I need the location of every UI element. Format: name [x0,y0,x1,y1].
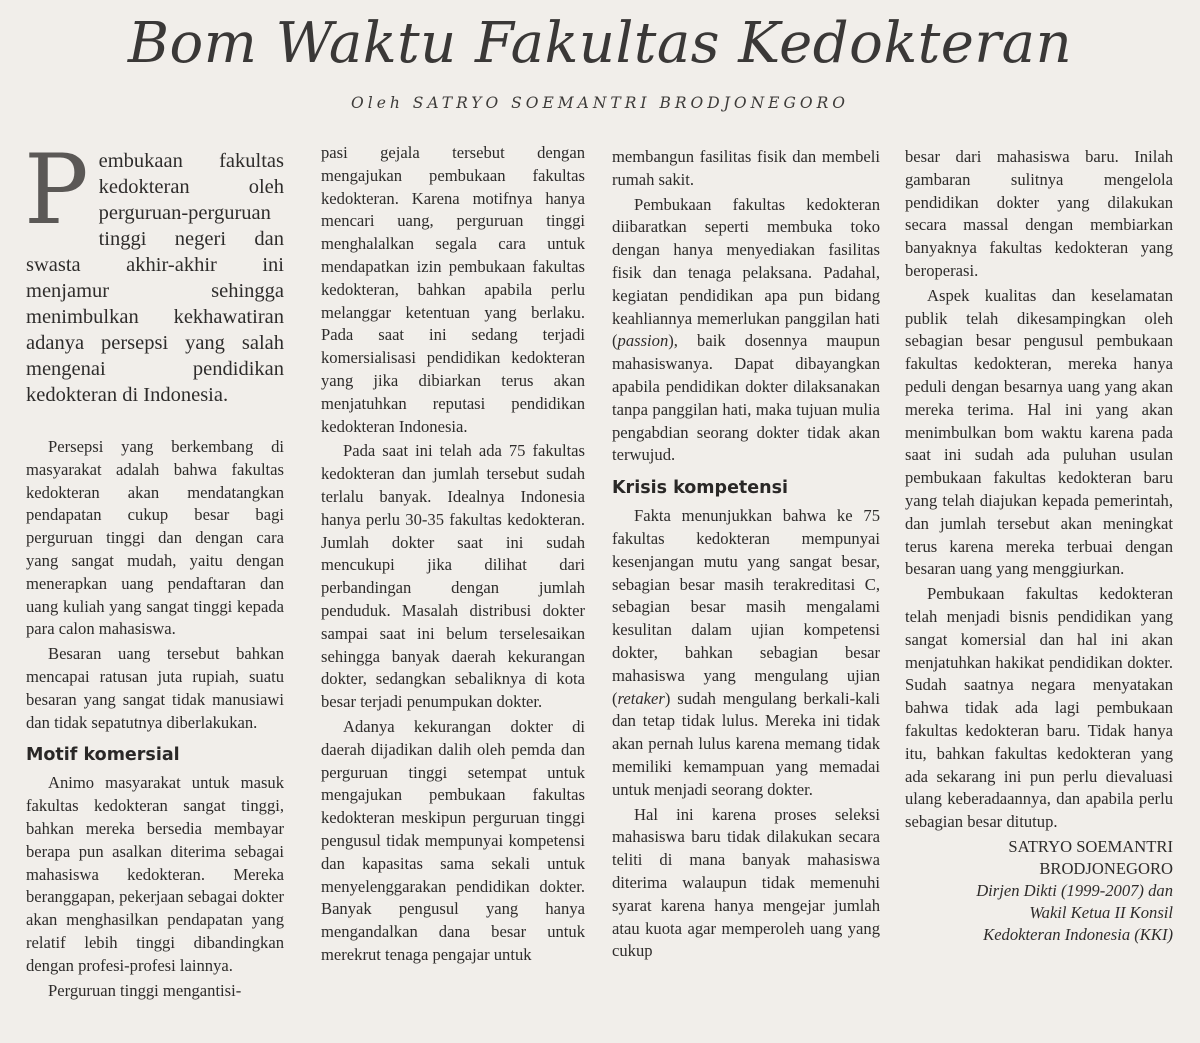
paragraph: Aspek kualitas dan keselamatan publik telah dikesampingkan oleh sebagian besar pengusul pembukaan fakultas kedokteran, mereka hanya peduli dengan besarnya uang yang akan mereka terima. Hal ini yang akan menimbulkan bom waktu karena pada saat ini sudah ada puluhan usulan pembukaan fakultas kedokteran baru yang telah diajukan kepada pemerintah, dan jumlah tersebut akan meningkat terus karena mereka terbuai dengan besaran uang yang menggiurkan. [905,285,1173,579]
paragraph: Pada saat ini telah ada 75 fakultas kedokteran dan jumlah tersebut sudah terlalu banyak. Idealnya Indonesia hanya perlu 30-35 fakultas kedokteran. Jumlah dokter saat ini sudah mencukupi jika dilihat dari perbandingan dengan jumlah penduduk. Masalah distribusi dokter sampai saat ini belum terselesaikan sehingga banyak daerah kekurangan dokter, sedangkan sebaliknya di kota besar terjadi penumpukan dokter. [321,441,585,712]
author-role: Kedokteran Indonesia (KKI) [983,924,1173,944]
lead-paragraph [24,134,284,408]
author-role: Wakil Ketua II Konsil [1029,902,1173,922]
headline: Bom Waktu Fakultas Kedokteran [127,11,1073,76]
paragraph: Persepsi yang berkembang di masyarakat adalah bahwa fakultas kedokteran akan mendatangkan pendapatan cukup besar bagi perguruan tinggi dan dengan cara yang sangat mudah, yaitu dengan menerapkan uang pendaftaran dan uang kuliah yang sangat tinggi kepada para calon mahasiswa. [26,437,284,639]
text-run: ), baik dosennya maupun mahasiswanya. Dapat dibayangkan apabila pendidikan dokter dilaksanakan tanpa panggilan hati, maka tujuan mulia pengabdian seorang dokter tidak akan terwujud. [612,331,880,465]
subheading-motif-komersial: Motif komersial [26,745,180,766]
lead-text: embukaan fakultas kedokteran oleh perguruan-perguruan tinggi negeri dan swasta akhir-akhir ini menjamur sehingga menimbulkan kekhawatiran adanya persepsi yang salah mengenai pendidikan kedokteran di Indonesia. [26,150,284,406]
author-name: BRODJONEGORO [1039,858,1173,878]
paragraph: Besaran uang tersebut bahkan mencapai ratusan juta rupiah, suatu besaran yang sangat tidak manusiawi dan tidak sepatutnya diberlakukan. [26,644,284,732]
column-2 [321,142,585,969]
subheading-krisis-kompetensi: Krisis kompetensi [612,478,789,499]
paragraph: Perguruan tinggi mengantisi- [48,980,242,1000]
paragraph: pasi gejala tersebut dengan mengajukan pembukaan fakultas kedokteran. Karena motifnya hanya mencari uang, perguruan tinggi menghalalkan segala cara untuk mendapatkan izin pembukaan fakultas kedokteran, bahkan apabila perlu melanggar ketentuan yang berlaku. Pada saat ini sedang terjadi komersialisasi pendidikan kedokteran yang jika dibiarkan terus akan menjatuhkan reputasi pendidikan kedokteran Indonesia. [321,143,585,436]
column-1 [24,134,284,1004]
paragraph: Pembukaan fakultas kedokteran telah menjadi bisnis pendidikan yang sangat komersial dan hal ini akan menjatuhkan hakikat pendidikan dokter. Sudah saatnya negara menyatakan bahwa tidak ada lagi pembukaan fakultas kedokteran baru. Tidak hanya itu, bahkan fakultas kedokteran yang ada sekarang ini pun perlu dievaluasi ulang keberadaannya, dan apabila perlu sebagian besar ditutup. [905,584,1173,832]
paragraph: Hal ini karena proses seleksi mahasiswa baru tidak dilakukan secara teliti di mana banyak mahasiswa diterima walaupun tidak memenuhi syarat karena hanya mengejar jumlah atau kuota agar memperoleh uang yang cukup [612,804,880,961]
italic-term: retaker [617,688,665,708]
paragraph: membangun fasilitas fisik dan membeli rumah sakit. [612,147,880,189]
author-name: SATRYO SOEMANTRI [1008,836,1173,856]
paragraph [612,505,880,801]
text-run: Fakta menunjukkan bahwa ke 75 fakultas kedokteran mempunyai kesenjangan mutu yang sangat besar, sebagian besar masih terakreditasi C, sebagian besar masih mengalami kesulitan dalam ujian kompetensi dokter, bahkan sebagian besar mahasiswa yang mengulang ujian ( [612,506,880,708]
paragraph: besar dari mahasiswa baru. Inilah gambaran sulitnya mengelola pendidikan dokter yang dilakukan secara massal dengan membiarkan banyaknya fakultas kedokteran yang beroperasi. [905,147,1173,280]
text-run: ) sudah mengulang berkali-kali dan tetap tidak lulus. Mereka ini tidak akan pernah lulus karena memang tidak memiliki kemampuan yang memadai untuk menjadi seorang dokter. [612,688,880,799]
paragraph: Adanya kekurangan dokter di daerah dijadikan dalih oleh pemda dan perguruan tinggi setempat untuk mengajukan pembukaan fakultas kedokteran meskipun perguruan tinggi pengusul tidak mempunyai kompetensi dan kapasitas sama sekali untuk menyelenggarakan pendidikan dokter. Banyak pengusul yang hanya mengandalkan dana besar untuk merekrut tenaga pengajar untuk [321,716,585,964]
paragraph: Animo masyarakat untuk masuk fakultas kedokteran sangat tinggi, bahkan mereka bersedia membayar berapa pun asalkan diterima sebagai mahasiswa kedokteran. Mereka beranggapan, pekerjaan sebagai dokter akan menghasilkan pendapatan yang relatif lebih tinggi dibandingkan dengan profesi-profesi lainnya. [26,773,284,975]
column-4 [905,146,1173,946]
drop-cap: P [24,134,89,246]
italic-term: passion [617,331,669,351]
paragraph [612,194,880,468]
author-role: Dirjen Dikti (1999-2007) dan [976,880,1173,900]
text-run: Pembukaan fakultas kedokteran diibaratkan seperti membuka toko dengan hanya menyediakan fasilitas fisik dan tenaga pelaksana. Padahal, kegiatan pendidikan apa pun bidang keahliannya memerlukan panggilan hati ( [612,194,880,351]
author-signature [905,836,1173,946]
column-3 [612,146,880,965]
byline: Oleh SATRYO SOEMANTRI BRODJONEGORO [351,94,849,112]
